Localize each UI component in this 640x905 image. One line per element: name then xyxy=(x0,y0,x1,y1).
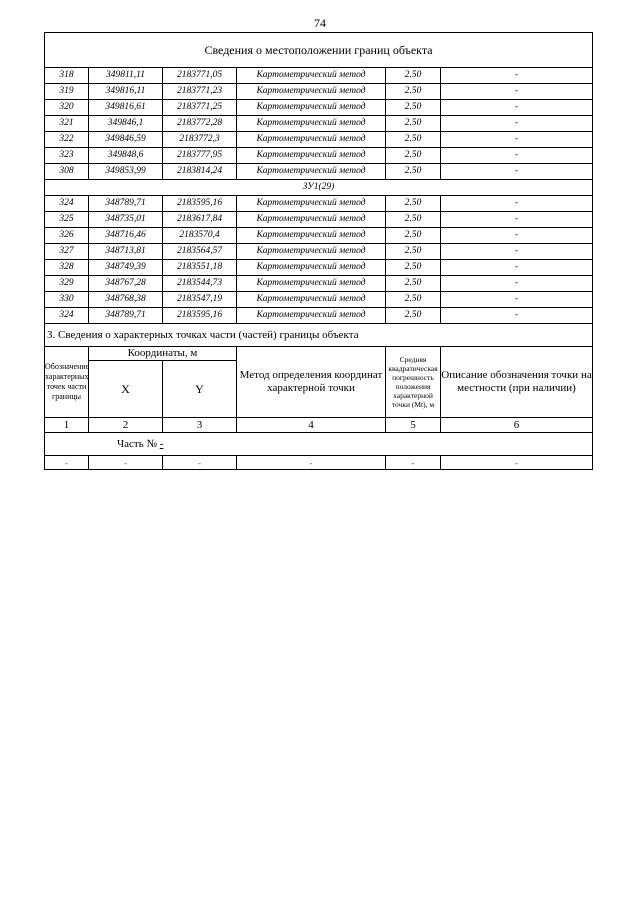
description-cell: - xyxy=(441,164,593,180)
y-coordinate-cell: 2183570,4 xyxy=(163,228,237,244)
method-cell: Картометрический метод xyxy=(237,116,386,132)
y-coordinate-cell: 2183551,18 xyxy=(163,260,237,276)
method-header: Метод определения координат характерной точки xyxy=(237,347,386,418)
description-cell: - xyxy=(441,308,593,324)
part-value: - xyxy=(159,438,164,450)
description-cell: - xyxy=(441,292,593,308)
description-cell: - xyxy=(441,100,593,116)
column-number-cell: 1 xyxy=(45,418,89,433)
column-number-cell: 3 xyxy=(163,418,237,433)
accuracy-cell: 2.50 xyxy=(386,148,441,164)
table-row xyxy=(45,260,593,276)
method-cell: Картометрический метод xyxy=(237,132,386,148)
method-cell: Картометрический метод xyxy=(237,196,386,212)
description-cell: - xyxy=(441,196,593,212)
description-cell: - xyxy=(441,244,593,260)
point-number-cell: 308 xyxy=(45,164,89,180)
y-coordinate-cell: 2183564,57 xyxy=(163,244,237,260)
designation-header: Обозначение характерных точек части границы xyxy=(45,347,89,418)
table-row xyxy=(45,148,593,164)
x-coordinate-cell: 349816,61 xyxy=(89,100,163,116)
empty-cell: - xyxy=(89,456,163,470)
y-coordinate-cell: 2183544,73 xyxy=(163,276,237,292)
section3-title: 3. Сведения о характерных точках части (частей) границы объекта xyxy=(45,324,593,347)
method-cell: Картометрический метод xyxy=(237,164,386,180)
point-number-cell: 320 xyxy=(45,100,89,116)
y-coordinate-cell: 2183771,25 xyxy=(163,100,237,116)
accuracy-cell: 2.50 xyxy=(386,260,441,276)
accuracy-cell: 2.50 xyxy=(386,116,441,132)
x-coordinate-cell: 348735,01 xyxy=(89,212,163,228)
table-row xyxy=(45,116,593,132)
description-cell: - xyxy=(441,132,593,148)
point-number-cell: 321 xyxy=(45,116,89,132)
x-coordinate-cell: 348789,71 xyxy=(89,308,163,324)
coordinates-header: Координаты, м xyxy=(89,347,237,361)
empty-cell: - xyxy=(386,456,441,470)
accuracy-cell: 2.50 xyxy=(386,84,441,100)
group-row xyxy=(45,180,593,196)
x-header: X xyxy=(89,361,163,418)
x-coordinate-cell: 348716,46 xyxy=(89,228,163,244)
point-number-cell: 322 xyxy=(45,132,89,148)
group-label: ЗУ1(29) xyxy=(45,180,593,196)
point-number-cell: 324 xyxy=(45,308,89,324)
method-cell: Картометрический метод xyxy=(237,68,386,84)
accuracy-cell: 2.50 xyxy=(386,212,441,228)
method-cell: Картометрический метод xyxy=(237,228,386,244)
y-coordinate-cell: 2183771,05 xyxy=(163,68,237,84)
method-cell: Картометрический метод xyxy=(237,308,386,324)
empty-row xyxy=(45,456,593,470)
y-header: Y xyxy=(163,361,237,418)
accuracy-cell: 2.50 xyxy=(386,100,441,116)
method-cell: Картометрический метод xyxy=(237,84,386,100)
section3-title-row xyxy=(45,324,593,347)
point-number-cell: 319 xyxy=(45,84,89,100)
x-coordinate-cell: 349846,59 xyxy=(89,132,163,148)
empty-cell: - xyxy=(45,456,89,470)
method-cell: Картометрический метод xyxy=(237,100,386,116)
x-coordinate-cell: 348713,81 xyxy=(89,244,163,260)
point-number-cell: 325 xyxy=(45,212,89,228)
boundary-table xyxy=(44,32,593,470)
y-coordinate-cell: 2183547,19 xyxy=(163,292,237,308)
x-coordinate-cell: 348768,38 xyxy=(89,292,163,308)
x-coordinate-cell: 349853,99 xyxy=(89,164,163,180)
y-coordinate-cell: 2183617,84 xyxy=(163,212,237,228)
accuracy-cell: 2.50 xyxy=(386,276,441,292)
table-row xyxy=(45,228,593,244)
point-number-cell: 323 xyxy=(45,148,89,164)
point-number-cell: 330 xyxy=(45,292,89,308)
accuracy-cell: 2.50 xyxy=(386,132,441,148)
point-number-cell: 326 xyxy=(45,228,89,244)
y-coordinate-cell: 2183595,16 xyxy=(163,308,237,324)
x-coordinate-cell: 349848,6 xyxy=(89,148,163,164)
part-row xyxy=(45,433,593,456)
table-row xyxy=(45,308,593,324)
method-cell: Картометрический метод xyxy=(237,148,386,164)
column-number-row xyxy=(45,418,593,433)
empty-cell: - xyxy=(441,456,593,470)
x-coordinate-cell: 349811,11 xyxy=(89,68,163,84)
description-cell: - xyxy=(441,148,593,164)
description-cell: - xyxy=(441,276,593,292)
method-cell: Картометрический метод xyxy=(237,260,386,276)
x-coordinate-cell: 348749,39 xyxy=(89,260,163,276)
method-cell: Картометрический метод xyxy=(237,244,386,260)
accuracy-cell: 2.50 xyxy=(386,196,441,212)
y-coordinate-cell: 2183814,24 xyxy=(163,164,237,180)
description-cell: - xyxy=(441,212,593,228)
column-number-cell: 4 xyxy=(237,418,386,433)
method-cell: Картометрический метод xyxy=(237,276,386,292)
accuracy-header: Средняя квадратическая погрешность положения характерной точки (Mt), м xyxy=(386,347,441,418)
point-number-cell: 329 xyxy=(45,276,89,292)
accuracy-cell: 2.50 xyxy=(386,164,441,180)
table-row xyxy=(45,164,593,180)
y-coordinate-cell: 2183772,28 xyxy=(163,116,237,132)
method-cell: Картометрический метод xyxy=(237,212,386,228)
table-row xyxy=(45,244,593,260)
part-cell xyxy=(45,433,593,456)
section2-title: Сведения о местоположении границ объекта xyxy=(45,33,593,68)
y-coordinate-cell: 2183771,23 xyxy=(163,84,237,100)
description-cell: - xyxy=(441,260,593,276)
description-cell: - xyxy=(441,116,593,132)
table-row xyxy=(45,276,593,292)
column-number-cell: 6 xyxy=(441,418,593,433)
header-row xyxy=(45,347,593,361)
method-cell: Картометрический метод xyxy=(237,292,386,308)
accuracy-cell: 2.50 xyxy=(386,68,441,84)
x-coordinate-cell: 348789,71 xyxy=(89,196,163,212)
accuracy-cell: 2.50 xyxy=(386,308,441,324)
y-coordinate-cell: 2183595,16 xyxy=(163,196,237,212)
column-number-cell: 5 xyxy=(386,418,441,433)
table-row xyxy=(45,100,593,116)
x-coordinate-cell: 349816,11 xyxy=(89,84,163,100)
table-row xyxy=(45,292,593,308)
y-coordinate-cell: 2183772,3 xyxy=(163,132,237,148)
x-coordinate-cell: 349846,1 xyxy=(89,116,163,132)
part-label: Часть № xyxy=(117,438,157,450)
accuracy-cell: 2.50 xyxy=(386,228,441,244)
description-cell: - xyxy=(441,228,593,244)
empty-cell: - xyxy=(237,456,386,470)
table-row xyxy=(45,212,593,228)
description-cell: - xyxy=(441,84,593,100)
point-number-cell: 318 xyxy=(45,68,89,84)
table-row xyxy=(45,196,593,212)
empty-cell: - xyxy=(163,456,237,470)
page-number: 74 xyxy=(314,16,326,30)
accuracy-cell: 2.50 xyxy=(386,244,441,260)
x-coordinate-cell: 348767,28 xyxy=(89,276,163,292)
column-number-cell: 2 xyxy=(89,418,163,433)
point-number-cell: 324 xyxy=(45,196,89,212)
y-coordinate-cell: 2183777,95 xyxy=(163,148,237,164)
table-row xyxy=(45,68,593,84)
accuracy-cell: 2.50 xyxy=(386,292,441,308)
table-row xyxy=(45,132,593,148)
description-header: Описание обозначения точки на местности (при наличии) xyxy=(441,347,593,418)
point-number-cell: 327 xyxy=(45,244,89,260)
point-number-cell: 328 xyxy=(45,260,89,276)
table-row xyxy=(45,84,593,100)
description-cell: - xyxy=(441,68,593,84)
